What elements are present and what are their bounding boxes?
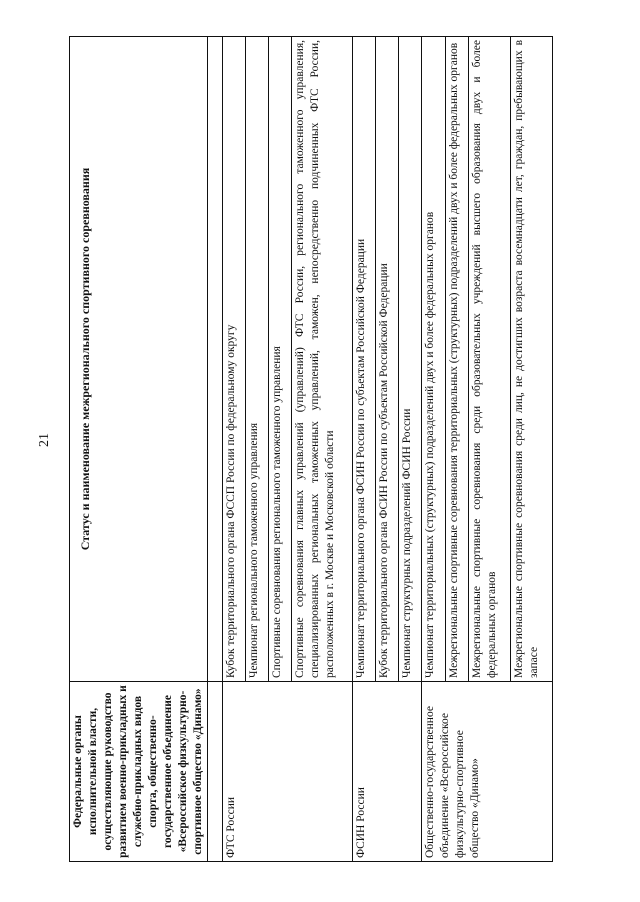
competition-cell: Чемпионат регионального таможенного управления [246,37,269,682]
competition-cell: Межрегиональные спортивные соревнования среди лиц, не достигших возраста восемнадцати лет, граждан, пребывающих в запасе [510,37,552,682]
competition-cell: Кубок территориального органа ФСИН России по субъектам Российской Федерации [376,37,399,682]
competition-cell: Чемпионат территориальных (структурных) подразделений двух и более федеральных органов [422,37,445,682]
competition-cell: Чемпионат территориального органа ФСИН России по субъектам Российской Федерации [353,37,376,682]
competitions-table [69,36,553,862]
competition-cell: Кубок территориального органа ФССП России по федеральному округу [223,37,246,682]
header-organs: Федеральные органы исполнительной власти, осуществляющие руководство развитием военно-прикладных и служебно-прикладных видов спорта, общественно-государственное объединение «Всероссийское физкультурно-спортивное общество «Динамо» [70,682,208,862]
table-row [422,37,445,862]
competition-cell: Спортивные соревнования регионального таможенного управления [269,37,292,682]
competition-cell: Межрегиональные спортивные соревнования территориальных (структурных) подразделений двух и более федеральных органов [445,37,468,682]
table-spacer-row [208,37,223,862]
competition-cell: Межрегиональные спортивные соревнования среди образовательных учреждений высшего образования двух и более федеральных органов [468,37,510,682]
org-cell: ФСИН России [353,682,422,862]
header-status: Статус и наименование межрегионального спортивного соревнования [70,37,208,682]
table-row [223,37,246,862]
table-header-row [70,37,208,862]
org-cell: Общественно-государственное объединение «Всероссийское физкультурно-спортивное общество «Динамо» [422,682,553,862]
table-row [353,37,376,862]
rotated-table-container [69,37,553,862]
page-number: 21 [37,433,52,447]
competition-cell: Спортивные соревнования главных управлений (управлений) ФТС России, регионального таможенного управления, специализированных региональных таможенных управлений, таможен, непосредственно подчиненных ФТС России, расположенных в г. Москве и Московской области [292,37,353,682]
org-cell: ФТС России [223,682,353,862]
competition-cell: Чемпионат структурных подразделений ФСИН России [399,37,422,682]
